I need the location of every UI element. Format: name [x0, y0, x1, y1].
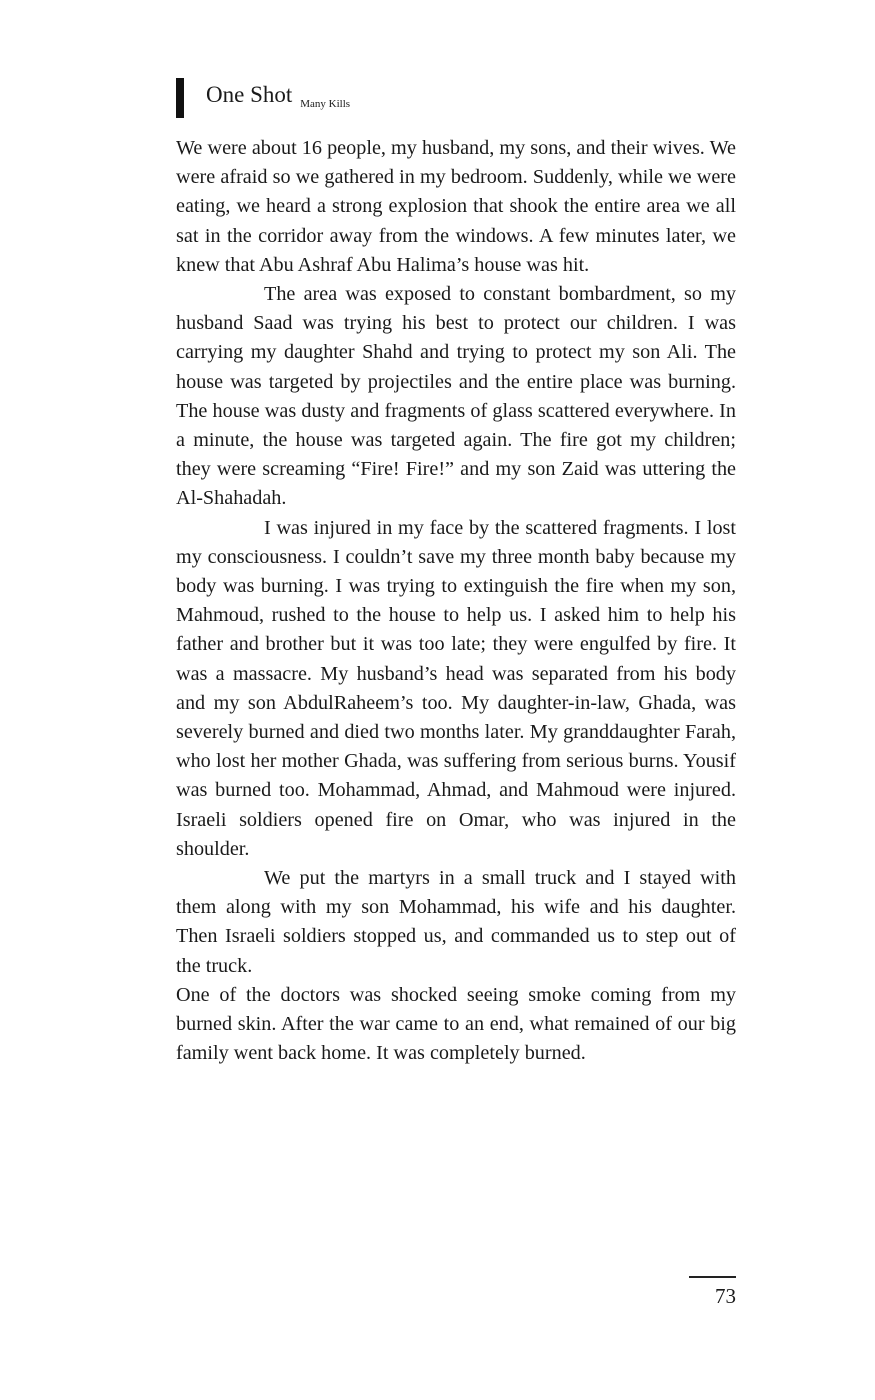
body-text — [176, 134, 736, 1069]
paragraph-4: We put the martyrs in a small truck and I stayed with them along with my son Mohammad, his wife and his daughter. Then Israeli soldiers stopped us, and commanded us to step out of the truck. — [176, 867, 736, 977]
running-head — [176, 78, 350, 118]
book-subtitle: Many Kills — [300, 98, 351, 110]
header-bar — [176, 78, 184, 118]
paragraph-3: I was injured in my face by the scattered fragments. I lost my consciousness. I couldn’t save my three month baby because my body was burning. I was trying to extinguish the fire when my son, Mahmoud, rushed to the house to help us. I asked him to help his father and brother but it was too late; they were engulfed by fire. It was a massacre. My husband’s head was separated from his body and my son AbdulRaheem’s too. My daughter-in-law, Ghada, was severely burned and died two months later. My granddaughter Farah, who lost her mother Ghada, was suffering from serious burns. Yousif was burned too. Mohammad, Ahmad, and Mahmoud were injured. Israeli soldiers opened fire on Omar, who was injured in the shoulder. — [176, 516, 736, 860]
book-title: One Shot — [206, 82, 293, 107]
paragraph-2: The area was exposed to constant bombardment, so my husband Saad was trying his best to protect our children. I was carrying my daughter Shahd and trying to protect my son Ali. The house was targeted by projectiles and the entire place was burning. The house was dusty and fragments of glass scattered everywhere. In a minute, the house was targeted again. The fire got my children; they were screaming “Fire! Fire!” and my son Zaid was uttering the Al-Shahadah. — [176, 283, 736, 510]
page-number: 73 — [715, 1284, 736, 1308]
paragraph-1: We were about 16 people, my husband, my sons, and their wives. We were afraid so we gathered in my bedroom. Suddenly, while we were eating, we heard a strong explosion that shook the entire area we all sat in the corridor away from the windows. A few minutes later, we knew that Abu Ashraf Abu Halima’s house was hit. — [176, 137, 736, 276]
page-number-rule — [689, 1276, 736, 1278]
paragraph-5: One of the doctors was shocked seeing smoke coming from my burned skin. After the war came to an end, what remained of our big family went back home. It was completely burned. — [176, 983, 736, 1065]
